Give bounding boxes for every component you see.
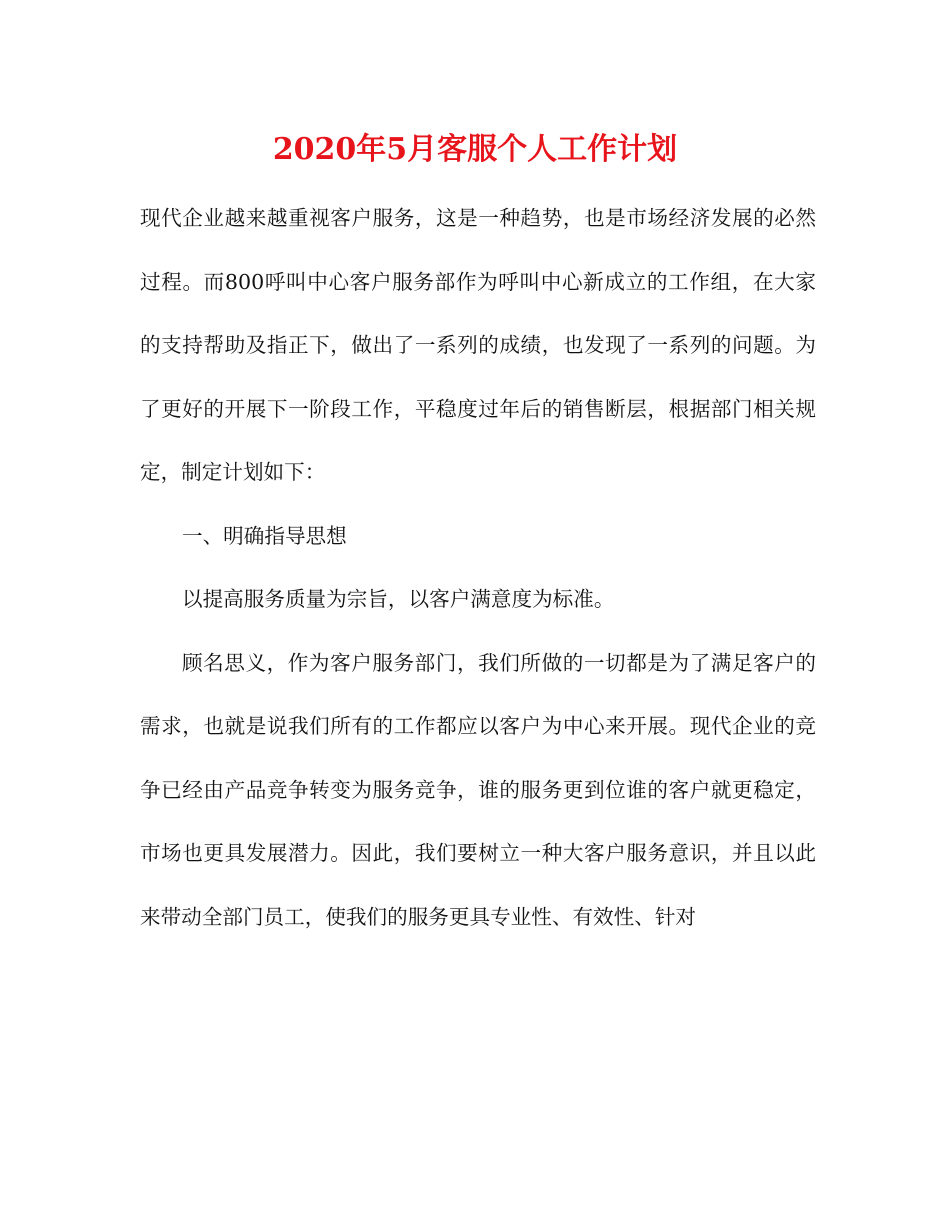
- paragraph-explanation: 顾名思义，作为客户服务部门，我们所做的一切都是为了满足客户的需求，也就是说我们所有的工作都应以客户为中心来开展。现代企业的竞争已经由产品竞争转变为服务竞争，谁的服务更到位谁的客户就更稳定，市场也更具发展潜力。因此，我们要树立一种大客户服务意识，并且以此来带动全部门员工，使我们的服务更具专业性、有效性、针对: [140, 650, 816, 929]
- document-title: 2020年5月客服个人工作计划: [272, 132, 678, 167]
- document-body: [140, 187, 816, 949]
- paragraph-purpose: 以提高服务质量为宗旨，以客户满意度为标准。: [182, 587, 615, 611]
- paragraph-intro: 现代企业越来越重视客户服务，这是一种趋势，也是市场经济发展的必然过程。而800呼叫中心客户服务部作为呼叫中心新成立的工作组，在大家的支持帮助及指正下，做出了一系列的成绩，也发现了一系列的问题。为了更好的开展下一阶段工作，平稳度过年后的销售断层，根据部门相关规定，制定计划如下：: [140, 206, 816, 484]
- section-heading-guiding-principle: 一、明确指导思想: [182, 523, 347, 548]
